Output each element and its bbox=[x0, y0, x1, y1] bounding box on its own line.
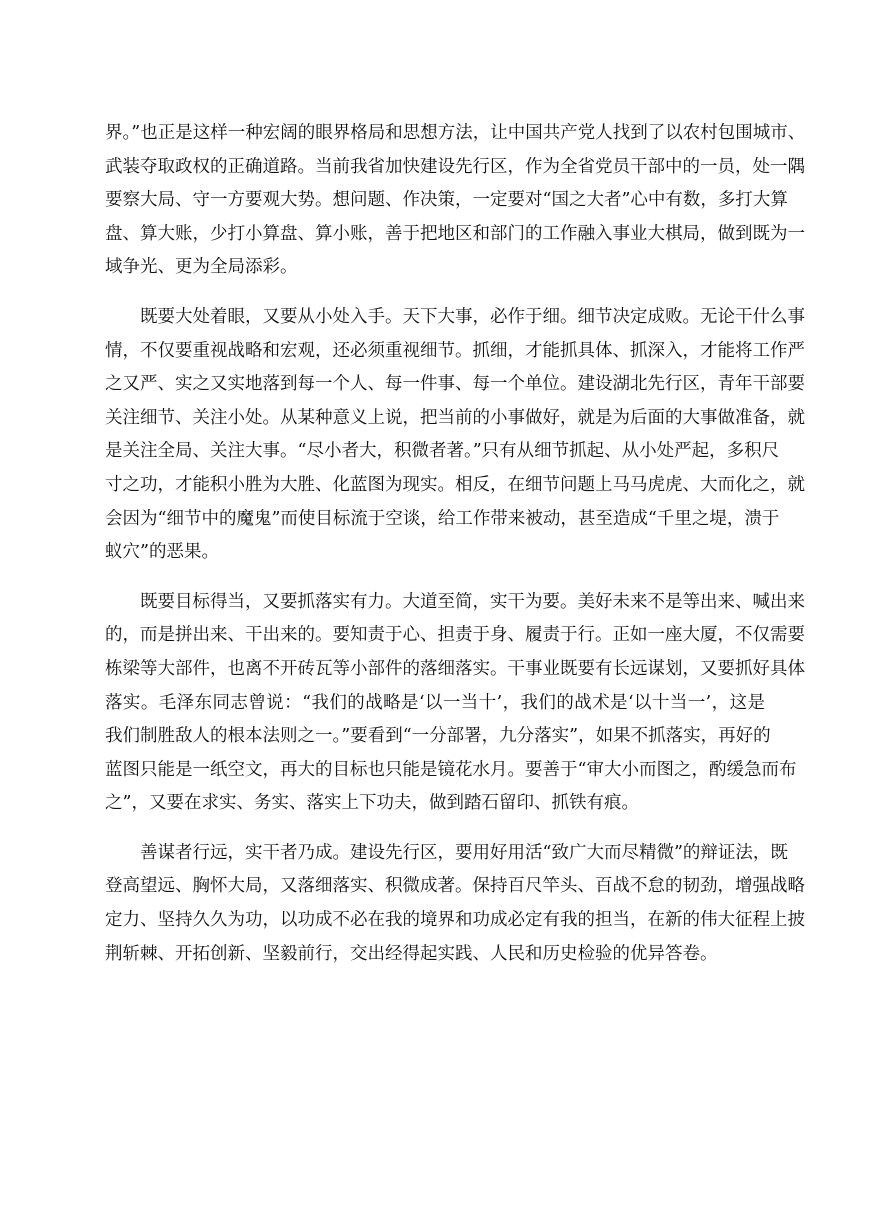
text-line: 界。”也正是这样一种宏阔的眼界格局和思想方法，让中国共产党人找到了以农村包围城市、 bbox=[105, 123, 806, 143]
text-line: 我们制胜敌人的根本法则之一。”要看到“一分部署，九分落实”，如果不抓落实，再好的 bbox=[105, 726, 771, 747]
text-line: 蓝图只能是一纸空文，再大的目标也只能是镜花水月。要善于“审大小而图之，酌缓急而布 bbox=[105, 759, 797, 780]
text-line: 关注细节、关注小处。从某种意义上说，把当前的小事做好，就是为后面的大事做准备，就 bbox=[105, 407, 805, 428]
text-line: 要察大局、守一方要观大势。想问题、作决策，一定要对“国之大者”心中有数，多打大算 bbox=[105, 190, 788, 211]
text-line: 寸之功，才能积小胜为大胜、化蓝图为现实。相反，在细节问题上马马虎虎、大而化之，就 bbox=[105, 474, 805, 495]
paragraph-2 bbox=[105, 301, 805, 570]
text-line: 荆斩棘、开拓创新、坚毅前行，交出经得起实践、人民和历史检验的优异答卷。 bbox=[105, 943, 718, 964]
text-line: 落实。毛泽东同志曾说：“我们的战略是‘以一当十’，我们的战术是‘以十当一’，这是 bbox=[105, 692, 765, 713]
paragraph-1 bbox=[105, 117, 806, 285]
text-line: 会因为“细节中的魔鬼”而使目标流于空谈，给工作带来被动，甚至造成“千里之堤，溃于 bbox=[105, 508, 780, 529]
text-line: 情，不仅要重视战略和宏观，还必须重视细节。抓细，才能抓具体、抓深入，才能将工作严 bbox=[105, 340, 805, 361]
text-line: 盘、算大账，少打小算盘、算小账，善于把地区和部门的工作融入事业大棋局，做到既为一 bbox=[105, 223, 805, 244]
text-line: 栋梁等大部件，也离不开砖瓦等小部件的落细落实。干事业既要有长远谋划，又要抓好具体 bbox=[105, 658, 805, 679]
text-line: 的，而是拼出来、干出来的。要知责于心、担责于身、履责于行。正如一座大厦，不仅需要 bbox=[105, 625, 805, 646]
text-line: 武装夺取政权的正确道路。当前我省加快建设先行区，作为全省党员干部中的一员，处一隅 bbox=[105, 156, 805, 177]
text-line: 登高望远、胸怀大局，又落细落实、积微成著。保持百尺竿头、百战不怠的韧劲，增强战略 bbox=[105, 876, 805, 897]
text-line: 之又严、实之又实地落到每一个人、每一件事、每一个单位。建设湖北先行区，青年干部要 bbox=[105, 374, 805, 395]
paragraph-3 bbox=[105, 586, 805, 821]
text-line: 既要大处着眼，又要从小处入手。天下大事，必作于细。细节决定成败。无论干什么事 bbox=[140, 306, 805, 327]
paragraph-4 bbox=[105, 837, 805, 971]
text-line: 善谋者行远，实干者乃成。建设先行区，要用好用活“致广大而尽精微”的辩证法，既 bbox=[140, 842, 788, 863]
article-body bbox=[105, 117, 806, 987]
text-line: 定力、坚持久久为功，以功成不必在我的境界和功成必定有我的担当，在新的伟大征程上披 bbox=[105, 910, 805, 931]
text-line: 之”，又要在求实、务实、落实上下功夫，做到踏石留印、抓铁有痕。 bbox=[105, 793, 639, 814]
text-line: 蚁穴”的恶果。 bbox=[105, 542, 219, 563]
text-line: 既要目标得当，又要抓落实有力。大道至简，实干为要。美好未来不是等出来、喊出来 bbox=[140, 591, 805, 612]
text-line: 是关注全局、关注大事。“尽小者大，积微者著。”只有从细节抓起、从小处严起，多积尺 bbox=[105, 441, 780, 462]
text-line: 域争光、更为全局添彩。 bbox=[105, 257, 298, 278]
